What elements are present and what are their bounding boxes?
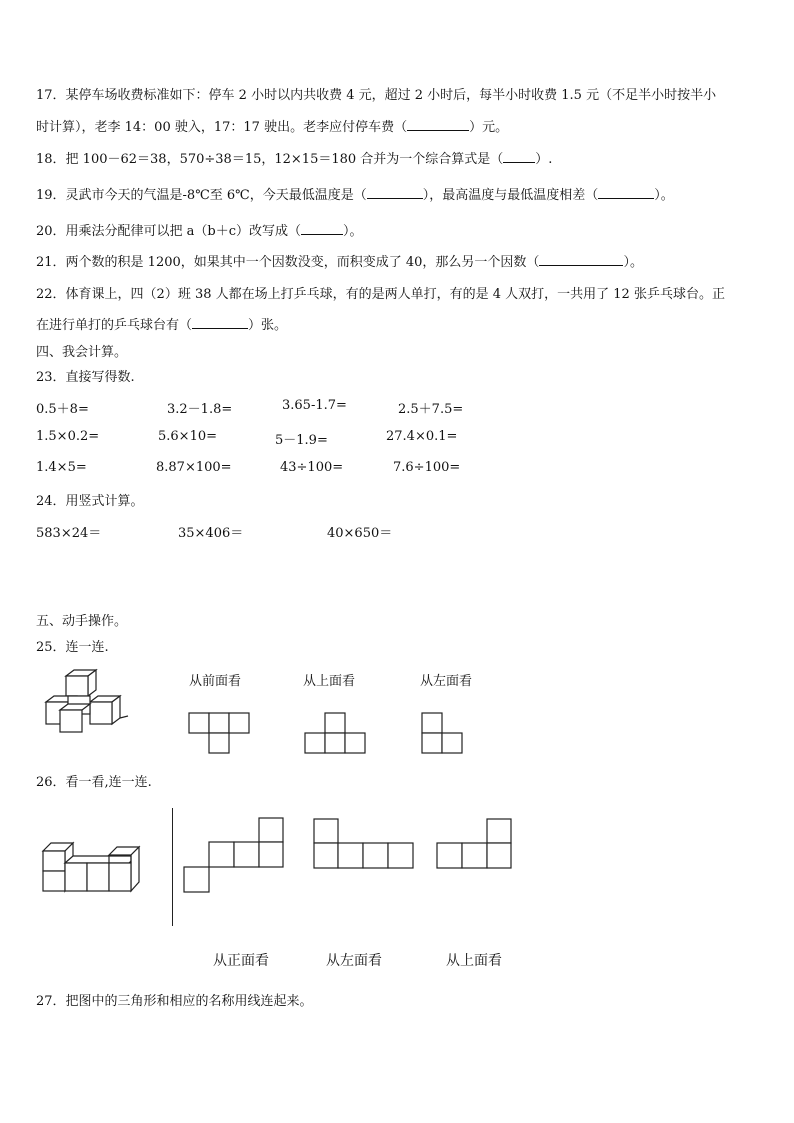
q23-item: 43÷100=	[280, 460, 344, 475]
q23-item: 5－1.9=	[275, 433, 328, 448]
q22-answer-blank[interactable]	[192, 316, 248, 329]
q25-view-c	[421, 712, 465, 756]
q26-label-left: 从左面看	[326, 953, 382, 969]
q23-item: 7.6÷100=	[393, 460, 461, 475]
q26-view-2	[313, 818, 415, 870]
q19-line	[36, 184, 674, 203]
q26-view-3	[436, 818, 514, 870]
q26-cube-figure	[42, 842, 156, 894]
q22-text-b: ）张。	[248, 318, 288, 333]
q18-answer-blank[interactable]	[503, 150, 535, 163]
q20-answer-blank[interactable]	[301, 222, 343, 235]
q23-item: 1.4×5=	[36, 460, 87, 475]
q24-item: 583×24＝	[36, 526, 102, 541]
q27-title: 27．把图中的三角形和相应的名称用线连起来。	[36, 994, 313, 1009]
q24-item: 40×650＝	[327, 526, 393, 541]
q26-label-front: 从正面看	[213, 953, 269, 969]
q17-text-b: ）元。	[469, 120, 509, 135]
q22-text-a: 在进行单打的乒乓球台有（	[36, 318, 193, 333]
q19-answer-blank-1[interactable]	[367, 186, 423, 199]
q23-item: 3.2－1.8=	[167, 402, 233, 417]
q21-answer-blank[interactable]	[539, 253, 623, 266]
q17-text-a: 时计算），老李 14：00 驶入，17：17 驶出。老李应付停车费（	[36, 120, 408, 135]
q24-title: 24．用竖式计算。	[36, 494, 144, 509]
q21-line	[36, 251, 643, 270]
q18-line	[36, 148, 552, 167]
q18-text-a: 18．把 100－62＝38，570÷38＝15，12×15＝180 合并为一个综合算式是（	[36, 152, 504, 167]
q25-label-front: 从前面看	[189, 674, 242, 689]
q23-item: 3.65-1.7=	[282, 398, 347, 413]
q17-line1: 17．某停车场收费标准如下：停车 2 小时以内共收费 4 元，超过 2 小时后，每半小时收费 1.5 元（不足半小时按半小	[36, 88, 717, 103]
q19-answer-blank-2[interactable]	[598, 186, 654, 199]
q19-text-a: 19．灵武市今天的气温是-8℃至 6℃，今天最低温度是（	[36, 188, 367, 203]
q25-cube-stack-figure	[42, 668, 138, 736]
q23-item: 5.6×10=	[158, 429, 218, 444]
q23-item: 8.87×100=	[156, 460, 232, 475]
q19-text-c: ）。	[654, 188, 674, 203]
q26-title: 26．看一看,连一连.	[36, 775, 152, 790]
q23-item: 2.5＋7.5=	[398, 402, 464, 417]
q25-view-b	[304, 712, 368, 756]
q23-item: 1.5×0.2=	[36, 429, 100, 444]
q24-item: 35×406＝	[178, 526, 244, 541]
q18-text-b: ）.	[535, 152, 553, 167]
q26-view-1	[183, 817, 285, 895]
section-4-heading: 四、我会计算。	[36, 345, 128, 360]
q25-label-top: 从上面看	[303, 674, 356, 689]
q23-item: 0.5＋8=	[36, 402, 89, 417]
q26-label-top: 从上面看	[446, 953, 502, 969]
q17-line2	[36, 116, 508, 135]
q21-text-a: 21．两个数的积是 1200，如果其中一个因数没变，而积变成了 40，那么另一个因数（	[36, 255, 540, 270]
section-5-heading: 五、动手操作。	[36, 614, 128, 629]
q20-text-b: ）。	[343, 224, 363, 239]
q17-answer-blank[interactable]	[407, 118, 469, 131]
q20-line	[36, 220, 363, 239]
q25-title: 25．连一连.	[36, 640, 109, 655]
q20-text-a: 20．用乘法分配律可以把 a（b＋c）改写成（	[36, 224, 302, 239]
q23-title: 23．直接写得数.	[36, 370, 135, 385]
q21-text-b: ）。	[623, 255, 643, 270]
q23-item: 27.4×0.1=	[386, 429, 458, 444]
q26-divider	[172, 808, 173, 926]
q19-text-b: ），最高温度与最低温度相差（	[422, 188, 599, 203]
q25-label-left: 从左面看	[420, 674, 473, 689]
q25-view-a	[188, 712, 252, 756]
q22-line2	[36, 314, 287, 333]
q22-line1: 22．体育课上，四（2）班 38 人都在场上打乒乓球，有的是两人单打，有的是 4 人双打，一共用了 12 张乒乓球台。正	[36, 287, 725, 302]
